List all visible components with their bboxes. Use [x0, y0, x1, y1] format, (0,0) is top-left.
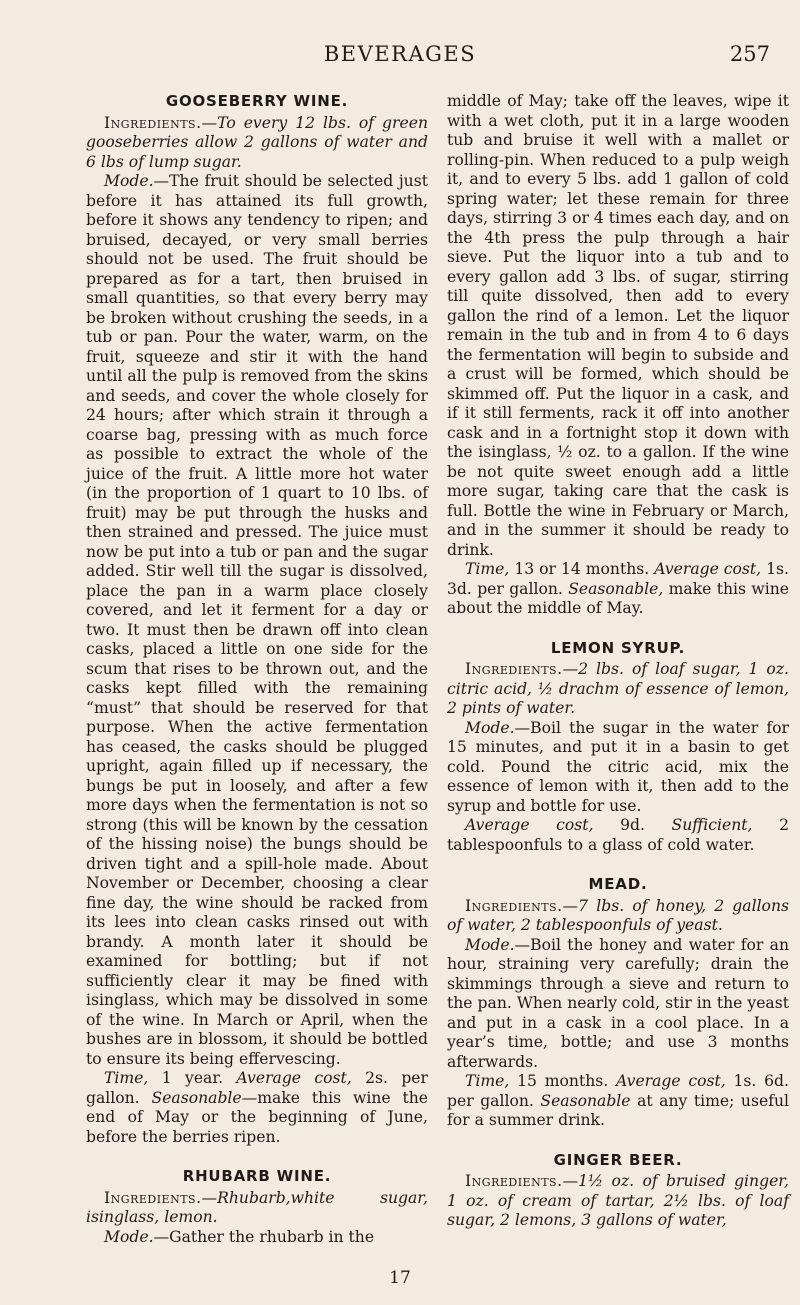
running-head [0, 42, 800, 72]
lemon-syrup-heading: LEMON SYRUP. [550, 638, 686, 657]
rhubarb-mode-continued [447, 92, 789, 560]
mead-heading: MEAD. [588, 875, 648, 893]
gooseberry-notes [86, 1069, 428, 1147]
mode-text: Boil the sugar in the water for 15 minutes, and put it in a basin to get cold. Pound the citric acid, mix the essence of lemon with it, then add to the syrup and bottle for use. [447, 718, 789, 815]
time-value: 15 months. [517, 1072, 609, 1090]
ingredients-label: Ingredients. [465, 896, 563, 915]
ginger-beer-ingredients: Ingredients.—1½ oz. of bruised ginger, 1 oz. of cream of tartar, 2½ lbs. of loaf sugar, 2 lemons, 3 gallons of water, [447, 1172, 789, 1229]
printer-signature: 17 [389, 1268, 411, 1288]
season-value: make this wine about the middle of May. [447, 579, 789, 617]
mead-mode: Mode.—Boil the honey and water for an hour, straining very carefully; drain the skimmings through a sieve and return to the pan. When nearly cold, stir in the yeast and put in a cask in a cool place. In a year’s time, bottle; and use 3 months afterwards. [447, 935, 789, 1071]
time-label: Time, [465, 560, 510, 578]
gooseberry-ingredients: Ingredients.—To every 12 lbs. of green gooseberries allow 2 gallons of water and 6 lbs of lump sugar. [86, 113, 428, 171]
cost-value: 1s. 6d. per gallon. [447, 1072, 789, 1110]
cost-value: 2s. per gallon. [86, 1069, 428, 1107]
cost-label: Average cost, [654, 560, 762, 578]
mead-notes [447, 1072, 789, 1131]
right-column [447, 92, 789, 1231]
mode-label: Mode. [104, 1227, 154, 1246]
lemon-syrup-notes [447, 816, 789, 855]
rhubarb-notes [447, 560, 789, 619]
sufficient-value: 2 tablespoonfuls to a glass of cold water. [447, 816, 789, 854]
ingredients-label: Ingredients. [104, 113, 202, 132]
gooseberry-mode: Mode.—The fruit should be selected just before it has attained its full growth, before it shows any tendency to ripen; and bruised, decayed, or very small berries should not be used. The fruit should be prepared as for a tart, then bruised in small quantities, so that every berry may be broken without crushing the seeds, in a tub or pan. Pour the water, warm, on the fruit, squeeze and stir it with the hand until all the pulp is removed from the skins and seeds, and cover the whole closely for 24 hours; after which strain it through a coarse bag, pressing with as much force as possible to extract the whole of the juice of the fruit. A little more hot water (in the proportion of 1 quart to 10 lbs. of fruit) may be put through the husks and then strained and pressed. The juice must now be put into a tub or pan and the sugar added. Stir well till the sugar is dissolved, place the pan in a warm place closely covered, and let it ferment for a day or two. It must then be drawn off into clean casks, placed a little on one side for the scum that rises to be thrown out, and the casks kept filled with the remaining “must” that should be reserved for that purpose. When the active fermentation has ceased, the casks should be plugged upright, again filled up if necessary, the bungs be put in loosely, and after a few more days when the fermentation is not so strong (this will be known by the cessation of the hissing noise) the bungs should be driven tight and a spill-hole made. About November or December, choosing a clear fine day, the wine should be racked from its lees into clean casks rinsed out with brandy. A month later it should be examined for bottling; but if not sufficiently clear it may be fined with isinglass, which may be dissolved in some of the wine. In March or April, when the bushes are in blossom, it should be bottled to ensure its being effervescing. [86, 172, 428, 1068]
ingredients-label: Ingredients. [104, 1188, 202, 1207]
ingredients-text: 1½ oz. of bruised ginger, 1 oz. of cream of tartar, 2½ lbs. of loaf sugar, 2 lemons, 3 gallons of water, [447, 1172, 789, 1229]
rhubarb-mode-start: Mode.—Gather the rhubarb in the [104, 1227, 375, 1246]
cost-label: Average cost, [236, 1069, 352, 1087]
gooseberry-wine-heading: GOOSEBERRY WINE. [165, 92, 349, 110]
page-number: 257 [729, 42, 770, 66]
ingredients-text: Rhubarb,white sugar, isinglass, lemon. [86, 1188, 428, 1226]
cost-value: 1s. 3d. per gallon. [447, 560, 789, 598]
mode-label: Mode. [104, 172, 154, 190]
ginger-beer-heading: GINGER BEER. [553, 1150, 683, 1169]
mode-text-continued: middle of May; take off the leaves, wipe it with a wet cloth, put it in a large wooden tub and bruise it well with a mallet or rolling-pin. When reduced to a pulp weigh it, and to every 5 lbs. add 1 gallon of cold spring water; let these remain for three days, stirring 3 or 4 times each day, and on the 4th press the pulp through a hair sieve. Put the liquor into a tub and to every gallon add 3 lbs. of sugar, stirring till quite dissolved, then add to every gallon the rind of a lemon. Let the liquor remain in the tub and in from 4 to 6 days the fermentation will begin to subside and a crust will be formed, which should be skimmed off. Put the liquor in a cask, and if it still ferments, rack it off into another cask and in a fortnight stop it down with the isinglass, ½ oz. to a gallon. If the wine be not quite sweet enough add a little more sugar, taking care that the cask is full. Bottle the wine in February or March, and in the summer it should be ready to drink. [447, 92, 789, 559]
mode-text: Boil the honey and water for an hour, straining very carefully; drain the skimmings through a sieve and return to the pan. When nearly cold, stir in the yeast and put in a cask in a cool place. In a year’s time, bottle; and use 3 months afterwards. [447, 935, 789, 1071]
mode-text: Gather the rhubarb in the [169, 1227, 375, 1246]
mode-text: The fruit should be selected just before it has attained its full growth, before it shows any tendency to ripen; and bruised, decayed, or very small berries should not be used. The fruit should be prepared as for a tart, then bruised in small quantities, so that every berry may be broken without crushing the seeds, in a tub or pan. Pour the water, warm, on the fruit, squeeze and stir it with the hand until all the pulp is removed from the skins and seeds, and cover the whole closely for 24 hours; after which strain it through a coarse bag, pressing with as much force as possible to extract the whole of the juice of the fruit. A little more hot water (in the proportion of 1 quart to 10 lbs. of fruit) may be put through the husks and then strained and pressed. The juice must now be put into a tub or pan and the sugar added. Stir well till the sugar is dissolved, place the pan in a warm place closely covered, and let it ferment for a day or two. It must then be drawn off into clean casks, placed a little on one side for the scum that rises to be thrown out, and the casks kept filled with the remaining “must” that should be reserved for that purpose. When the active fermentation has ceased, the casks should be plugged upright, again filled up if necessary, the bungs be put in loosely, and after a few more days when the fermentation is not so strong (this will be known by the cessation of the hissing noise) the bungs should be driven tight and a spill-hole made. About November or December, choosing a clear fine day, the wine should be racked from its lees into clean casks rinsed out with brandy. A month later it should be examined for bottling; but if not sufficiently clear it may be fined with isinglass, which may be dissolved in some of the wine. In March or April, when the bushes are in blossom, it should be bottled to ensure its being effervescing. [86, 172, 428, 1068]
time-label: Time, [465, 1072, 510, 1090]
ingredients-label: Ingredients. [465, 660, 563, 678]
cost-value: 9d. [620, 816, 645, 834]
mode-label: Mode. [465, 935, 515, 954]
lemon-syrup-ingredients: Ingredients.—2 lbs. of loaf sugar, 1 oz. citric acid, ½ drachm of essence of lemon, 2 pints of water. [447, 660, 789, 717]
ingredients-text: 2 lbs. of loaf sugar, 1 oz. citric acid, ½ drachm of essence of lemon, 2 pints of water. [447, 660, 789, 717]
time-value: 13 or 14 months. [514, 560, 650, 578]
lemon-syrup-mode: Mode.—Boil the sugar in the water for 15 minutes, and put it in a basin to get cold. Pound the citric acid, mix the essence of lemon with it, then add to the syrup and bottle for use. [447, 718, 789, 815]
sufficient-label: Sufficient, [671, 816, 753, 834]
time-value: 1 year. [161, 1069, 224, 1087]
left-column [86, 92, 428, 1247]
rhubarb-wine-heading: RHUBARB WINE. [182, 1167, 332, 1185]
ingredients-label: Ingredients. [465, 1172, 563, 1190]
season-label: Seasonable, [568, 579, 664, 598]
season-label: Seasonable [540, 1091, 631, 1110]
ingredients-text: 7 lbs. of honey, 2 gallons of water, 2 tablespoonfuls of yeast. [447, 896, 789, 934]
season-value: at any time; useful for a summer drink. [447, 1091, 789, 1129]
running-head-title: BEVERAGES [323, 42, 477, 66]
rhubarb-ingredients: Ingredients.—Rhubarb,white sugar, isinglass, lemon. [86, 1188, 428, 1226]
season-label: Seasonable [151, 1088, 242, 1107]
time-label: Time, [104, 1069, 149, 1087]
cost-label: Average cost, [616, 1072, 726, 1090]
cost-label: Average cost, [465, 816, 594, 834]
season-value: —make this wine the end of May or the beginning of June, before the berries ripen. [86, 1088, 428, 1146]
mode-label: Mode. [465, 718, 515, 737]
ingredients-text: To every 12 lbs. of green gooseberries allow 2 gallons of water and 6 lbs of lump sugar. [86, 113, 428, 171]
mead-ingredients: Ingredients.—7 lbs. of honey, 2 gallons of water, 2 tablespoonfuls of yeast. [447, 896, 789, 934]
